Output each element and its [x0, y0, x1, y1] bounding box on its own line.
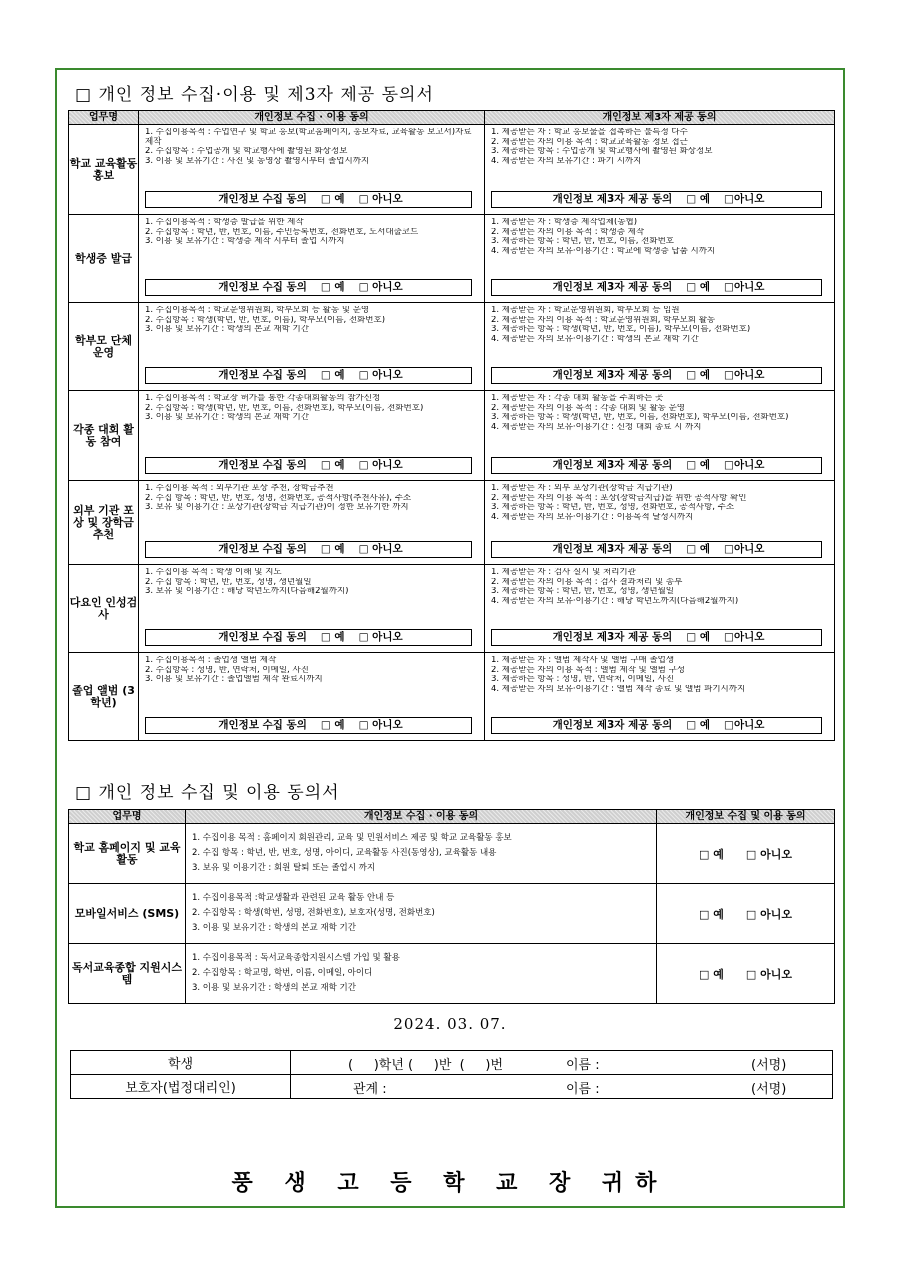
- consent-choice: [657, 944, 835, 1004]
- item-list: [485, 391, 834, 432]
- item-list: [139, 215, 484, 247]
- task-name: 학부모 단체 운영: [69, 303, 139, 391]
- collect-consent-cell: [186, 944, 657, 1004]
- box-label: 개인정보 수집 동의: [218, 631, 307, 643]
- list-item: 1. 수집이용목적 :학교생활과 관련된 교육 활동 안내 등: [192, 893, 395, 903]
- task-name: 각종 대회 활동 참여: [69, 391, 139, 481]
- collect-consent-cell: [139, 391, 485, 481]
- collect-consent-box: [145, 629, 472, 646]
- list-item: 1. 수집이용목적 : 학생증 발급을 위한 제작: [145, 218, 304, 227]
- no-checkbox[interactable]: □ 아니오: [358, 719, 403, 731]
- yes-checkbox[interactable]: □ 예: [686, 631, 711, 643]
- list-item: 1. 제공받는 자 : 외부 포상기관(장학금 지급기관): [491, 484, 673, 493]
- consent-choice: [657, 884, 835, 944]
- no-checkbox[interactable]: □ 아니오: [745, 907, 792, 921]
- no-checkbox[interactable]: □ 아니오: [358, 459, 403, 471]
- consent-row: [69, 884, 835, 944]
- box-label: 개인정보 제3자 제공 동의: [552, 719, 673, 731]
- header-collect: 개인정보 수집 · 이용 동의: [186, 810, 657, 824]
- task-name: 학교 홈페이지 및 교육활동: [69, 824, 186, 884]
- collect-consent-cell: [139, 565, 485, 653]
- list-item: 3. 이용 및 보유기간 : 학생의 본교 재학 기간: [145, 413, 309, 423]
- list-item: 4. 제공받는 자의 보유·이용기간 : 앨범 제작 종료 및 앨범 파기시까지: [491, 684, 746, 694]
- task-name: 다요인 인성검사: [69, 565, 139, 653]
- list-item: 1. 제공받는 자 : 학교 홍보물을 접촉하는 불특정 다수: [491, 128, 688, 137]
- yes-checkbox[interactable]: □ 예: [686, 543, 711, 555]
- no-checkbox[interactable]: □아니오: [724, 369, 765, 381]
- task-name: 학생증 발급: [69, 215, 139, 303]
- box-label: 개인정보 제3자 제공 동의: [552, 193, 673, 205]
- list-item: 3. 이용 및 보유기간 : 학생의 본교 재학 기간: [192, 983, 356, 993]
- thirdparty-consent-box: [491, 191, 822, 208]
- item-list: [485, 215, 834, 256]
- collect-consent-cell: [186, 884, 657, 944]
- consent-row: [69, 481, 835, 565]
- list-item: 4. 제공받는 자의 보유기간 : 파기 시까지: [491, 156, 642, 166]
- thirdparty-consent-box: [491, 457, 822, 474]
- consent-row: [69, 565, 835, 653]
- list-item: 3. 이용 및 보유기간 : 학생증 제작 시부터 졸업 시까지: [145, 237, 345, 247]
- list-item: 1. 수집이용목적 : 수업연구 및 학교 홍보(학교홈페이지, 홍보자료, 교육활동 보고서)자료 제작: [145, 128, 472, 147]
- yes-checkbox[interactable]: □ 예: [320, 631, 345, 643]
- consent-choice: [657, 824, 835, 884]
- list-item: 3. 제공하는 항목 : 성명, 반, 연락처, 이메일, 사진: [491, 675, 674, 685]
- box-label: 개인정보 제3자 제공 동의: [552, 631, 673, 643]
- box-label: 개인정보 수집 동의: [218, 459, 307, 471]
- yes-checkbox[interactable]: □ 예: [699, 907, 724, 921]
- guardian-relation-label[interactable]: 관계 :: [353, 1082, 387, 1097]
- list-item: 2. 수집 항목 : 학년, 반, 번호, 성명, 아이디, 교육활동 사진(동영상), 교육활동 내용: [192, 848, 497, 858]
- guardian-name-label: 이름 :: [566, 1082, 600, 1097]
- task-name: 외부 기관 포상 및 장학금 추천: [69, 481, 139, 565]
- list-item: 1. 제공받는 자 : 학교운영위원회, 학부모회 등 임원: [491, 306, 680, 315]
- collect-consent-box: [145, 457, 472, 474]
- thirdparty-consent-cell: [485, 125, 835, 215]
- list-item: 2. 수집항목 : 학년, 반, 번호, 이름, 주민등록번호, 전화번호, 도서대출코드: [145, 227, 419, 237]
- yes-checkbox[interactable]: □ 예: [686, 369, 711, 381]
- list-item: 1. 수집이용 목적 : 학생 이해 및 지도: [145, 568, 282, 577]
- list-item: 2. 수집항목 : 학생(학년, 반, 번호, 이름, 전화번호), 학부모(이름, 전화번호): [145, 403, 424, 413]
- consent-row: [69, 215, 835, 303]
- item-list: [186, 951, 656, 996]
- task-name: 졸업 앨범 (3학년): [69, 653, 139, 741]
- yes-checkbox[interactable]: □ 예: [699, 967, 724, 981]
- closing-addressee: 풍 생 고 등 학 교 장 귀하: [231, 1170, 669, 1196]
- collect-consent-cell: [186, 824, 657, 884]
- list-item: 2. 수집항목 : 수업공개 및 학교행사에 촬영된 화상정보: [145, 147, 348, 157]
- list-item: 2. 수집항목 : 학생(학년, 반, 번호, 이름), 학부모(이름, 전화번호): [145, 315, 386, 325]
- yes-checkbox[interactable]: □ 예: [320, 543, 345, 555]
- box-label: 개인정보 수집 동의: [218, 543, 307, 555]
- list-item: 3. 제공하는 항목 : 학년, 반, 번호, 성명, 전화번호, 공적사항, 주소: [491, 503, 735, 513]
- list-item: 2. 수집 항목 : 학년, 반, 번호, 성명, 생년월일: [145, 577, 312, 587]
- consent-table-thirdparty: [68, 110, 835, 741]
- consent-row: [69, 944, 835, 1004]
- list-item: 2. 제공받는 자의 이용 목적 : 각종 대회 및 활동 운영: [491, 403, 686, 413]
- collect-consent-cell: [139, 303, 485, 391]
- list-item: 4. 제공받는 자의 보유·이용기간 : 학생의 본교 재학 기간: [491, 334, 699, 344]
- item-list: [485, 653, 834, 694]
- list-item: 2. 수집항목 : 학교명, 학번, 이름, 이메일, 아이디: [192, 968, 373, 978]
- thirdparty-consent-cell: [485, 391, 835, 481]
- header-task: 업무명: [69, 111, 139, 125]
- consent-row: [69, 653, 835, 741]
- box-label: 개인정보 수집 동의: [218, 193, 307, 205]
- task-name: 독서교육종합 지원시스템: [69, 944, 186, 1004]
- list-item: 3. 이용 및 보유기간 : 졸업앨범 제작 완료시까지: [145, 675, 323, 685]
- list-item: 2. 수집항목 : 성명, 반, 연락처, 이메일, 사진: [145, 665, 309, 675]
- header-thirdparty: 개인정보 제3자 제공 동의: [485, 111, 835, 125]
- consent-row: [69, 303, 835, 391]
- list-item: 2. 제공받는 자의 이용 목적 : 앨범 제작 및 앨범 구성: [491, 665, 686, 675]
- yes-checkbox[interactable]: □ 예: [686, 281, 711, 293]
- yes-checkbox[interactable]: □ 예: [686, 193, 711, 205]
- consent-row: [69, 391, 835, 481]
- list-item: 2. 제공받는 자의 이용 목적 : 학생증 제작: [491, 227, 645, 237]
- list-item: 1. 수집이용 목적 : 홈페이지 회원관리, 교육 및 민원서비스 제공 및 학교 교육활동 홍보: [192, 833, 512, 843]
- collect-consent-box: [145, 541, 472, 558]
- item-list: [485, 481, 834, 522]
- box-label: 개인정보 제3자 제공 동의: [552, 543, 673, 555]
- list-item: 2. 수집 항목 : 학년, 반, 번호, 성명, 전화번호, 공적사항(추천사유), 주소: [145, 493, 412, 503]
- no-checkbox[interactable]: □아니오: [724, 631, 765, 643]
- list-item: 2. 제공받는 자의 이용 목적 : 학교운영위원회, 학부모회 활동: [491, 315, 716, 325]
- no-checkbox[interactable]: □아니오: [724, 193, 765, 205]
- collect-consent-cell: [139, 215, 485, 303]
- guardian-row: [291, 1075, 833, 1099]
- thirdparty-consent-box: [491, 541, 822, 558]
- yes-checkbox[interactable]: □ 예: [320, 281, 345, 293]
- no-checkbox[interactable]: □ 아니오: [745, 967, 792, 981]
- task-name: 학교 교육활동 홍보: [69, 125, 139, 215]
- task-name: 모바일서비스 (SMS): [69, 884, 186, 944]
- student-name-label: 이름 :: [566, 1058, 600, 1073]
- no-checkbox[interactable]: □ 아니오: [358, 281, 403, 293]
- list-item: 3. 이용 및 보유기간 : 사진 및 동영상 촬영시부터 졸업시까지: [145, 156, 370, 166]
- item-list: [139, 303, 484, 335]
- thirdparty-consent-cell: [485, 481, 835, 565]
- box-label: 개인정보 제3자 제공 동의: [552, 369, 673, 381]
- item-list: [139, 391, 484, 423]
- no-checkbox[interactable]: □ 아니오: [745, 847, 792, 861]
- list-item: 1. 수집이용목적 : 독서교육종합지원시스템 가입 및 활용: [192, 953, 400, 963]
- list-item: 3. 이용 및 보유기간 : 학생의 본교 재학 기간: [145, 325, 309, 335]
- yes-checkbox[interactable]: □ 예: [320, 459, 345, 471]
- student-row: [291, 1051, 833, 1075]
- section2-title: □ 개인 정보 수집 및 이용 동의서: [75, 783, 340, 803]
- header-task: 업무명: [69, 810, 186, 824]
- yes-checkbox[interactable]: □ 예: [320, 369, 345, 381]
- signature-table: [70, 1050, 833, 1099]
- no-checkbox[interactable]: □아니오: [724, 543, 765, 555]
- no-checkbox[interactable]: □ 아니오: [358, 631, 403, 643]
- box-label: 개인정보 수집 동의: [218, 369, 307, 381]
- collect-consent-box: [145, 717, 472, 734]
- collect-consent-cell: [139, 125, 485, 215]
- item-list: [485, 303, 834, 344]
- student-class-fields[interactable]: ( )학년 ( )반 ( )번: [348, 1058, 504, 1073]
- list-item: 2. 제공받는 자의 이용 목적 : 검사 결과처리 및 송부: [491, 577, 683, 587]
- guardian-sign[interactable]: (서명): [751, 1082, 787, 1097]
- list-item: 1. 제공받는 자 : 검사 실시 및 처리기관: [491, 568, 636, 577]
- list-item: 3. 이용 및 보유기간 : 학생의 본교 재학 기간: [192, 923, 356, 933]
- list-item: 3. 보유 및 이용기간 : 포상기관(장학금 지급기관)이 정한 보유기한 까지: [145, 503, 409, 513]
- guardian-label: 보호자(법정대리인): [71, 1075, 291, 1099]
- box-label: 개인정보 제3자 제공 동의: [552, 281, 673, 293]
- list-item: 4. 제공받는 자의 보유·이용기간 : 해당 학년도까지(다음해2월까지): [491, 596, 739, 606]
- no-checkbox[interactable]: □아니오: [724, 459, 765, 471]
- student-sign[interactable]: (서명): [751, 1058, 787, 1073]
- list-item: 3. 보유 및 이용기간 : 해당 학년도까지(다음해2월까지): [145, 587, 349, 597]
- student-label: 학생: [71, 1051, 291, 1075]
- collect-consent-cell: [139, 481, 485, 565]
- thirdparty-consent-cell: [485, 303, 835, 391]
- list-item: 1. 수집이용목적 : 졸업생 앨범 제작: [145, 656, 277, 665]
- collect-consent-box: [145, 191, 472, 208]
- thirdparty-consent-box: [491, 629, 822, 646]
- list-item: 3. 제공하는 항목 : 학년, 반, 번호, 이름, 전화번호: [491, 237, 674, 247]
- consent-table-collect: [68, 809, 835, 1004]
- list-item: 1. 제공받는 자 : 각종 대회 활동을 주최하는 곳: [491, 394, 664, 403]
- collect-consent-box: [145, 367, 472, 384]
- item-list: [139, 481, 484, 513]
- consent-row: [69, 824, 835, 884]
- box-label: 개인정보 수집 동의: [218, 719, 307, 731]
- list-item: 1. 제공받는 자 : 학생증 제작업체(농협): [491, 218, 638, 227]
- list-item: 3. 제공하는 항목 : 수업공개 및 학교행사에 촬영된 화상정보: [491, 147, 713, 157]
- list-item: 3. 보유 및 이용기간 : 회원 탈퇴 또는 졸업시 까지: [192, 863, 376, 873]
- list-item: 3. 제공하는 항목 : 학년, 반, 번호, 성명, 생년월일: [491, 587, 674, 597]
- collect-consent-cell: [139, 653, 485, 741]
- thirdparty-consent-cell: [485, 653, 835, 741]
- item-list: [485, 565, 834, 606]
- no-checkbox[interactable]: □아니오: [724, 719, 765, 731]
- collect-consent-box: [145, 279, 472, 296]
- box-label: 개인정보 제3자 제공 동의: [552, 459, 673, 471]
- list-item: 4. 제공받는 자의 보유·이용기간 : 신청 대회 종료 시 까지: [491, 422, 702, 432]
- document-date: 2024. 03. 07.: [393, 1015, 507, 1033]
- thirdparty-consent-box: [491, 717, 822, 734]
- yes-checkbox[interactable]: □ 예: [320, 193, 345, 205]
- yes-checkbox[interactable]: □ 예: [686, 719, 711, 731]
- no-checkbox[interactable]: □아니오: [724, 281, 765, 293]
- yes-checkbox[interactable]: □ 예: [686, 459, 711, 471]
- yes-checkbox[interactable]: □ 예: [320, 719, 345, 731]
- yes-checkbox[interactable]: □ 예: [699, 847, 724, 861]
- item-list: [186, 891, 656, 936]
- list-item: 1. 수집이용 목적 : 외부기관 포상 추천, 장학금추천: [145, 484, 334, 493]
- header-consent: 개인정보 수집 및 이용 동의: [657, 810, 835, 824]
- list-item: 1. 수집이용목적 : 학교장 허가를 통한 각종대회활동의 참가신청: [145, 394, 381, 403]
- thirdparty-consent-cell: [485, 565, 835, 653]
- list-item: 4. 제공받는 자의 보유·이용기간 : 이용목적 달성시까지: [491, 512, 694, 522]
- item-list: [139, 653, 484, 685]
- consent-row: [69, 125, 835, 215]
- list-item: 3. 제공하는 항목 : 학생(학년, 반, 번호, 이름), 학부모(이름, 전화번호): [491, 325, 751, 335]
- no-checkbox[interactable]: □ 아니오: [358, 369, 403, 381]
- item-list: [485, 125, 834, 166]
- list-item: 4. 제공받는 자의 보유·이용기간 : 학교에 학생증 납품 시까지: [491, 246, 716, 256]
- list-item: 2. 제공받는 자의 이용 목적 : 학교교육활동 정보 접근: [491, 137, 688, 147]
- list-item: 2. 제공받는 자의 이용 목적 : 포상(장학금지급)을 위한 공적사항 확인: [491, 493, 747, 503]
- list-item: 1. 수집이용목적 : 학교운영위원회, 학부모회 등 활동 및 운영: [145, 306, 370, 315]
- box-label: 개인정보 수집 동의: [218, 281, 307, 293]
- list-item: 2. 수집항목 : 학생(학번, 성명, 전화번호), 보호자(성명, 전화번호): [192, 908, 435, 918]
- thirdparty-consent-box: [491, 367, 822, 384]
- no-checkbox[interactable]: □ 아니오: [358, 543, 403, 555]
- section1-title: □ 개인 정보 수집·이용 및 제3자 제공 동의서: [75, 85, 434, 105]
- item-list: [139, 125, 484, 166]
- item-list: [186, 831, 656, 876]
- no-checkbox[interactable]: □ 아니오: [358, 193, 403, 205]
- list-item: 1. 제공받는 자 : 앨범 제작사 및 앨범 구매 졸업생: [491, 656, 675, 665]
- thirdparty-consent-cell: [485, 215, 835, 303]
- header-collect: 개인정보 수집 · 이용 동의: [139, 111, 485, 125]
- item-list: [139, 565, 484, 597]
- thirdparty-consent-box: [491, 279, 822, 296]
- list-item: 3. 제공하는 항목 : 학생(학년, 반, 번호, 이름, 전화번호), 학부모(이름, 전화번호): [491, 413, 789, 423]
